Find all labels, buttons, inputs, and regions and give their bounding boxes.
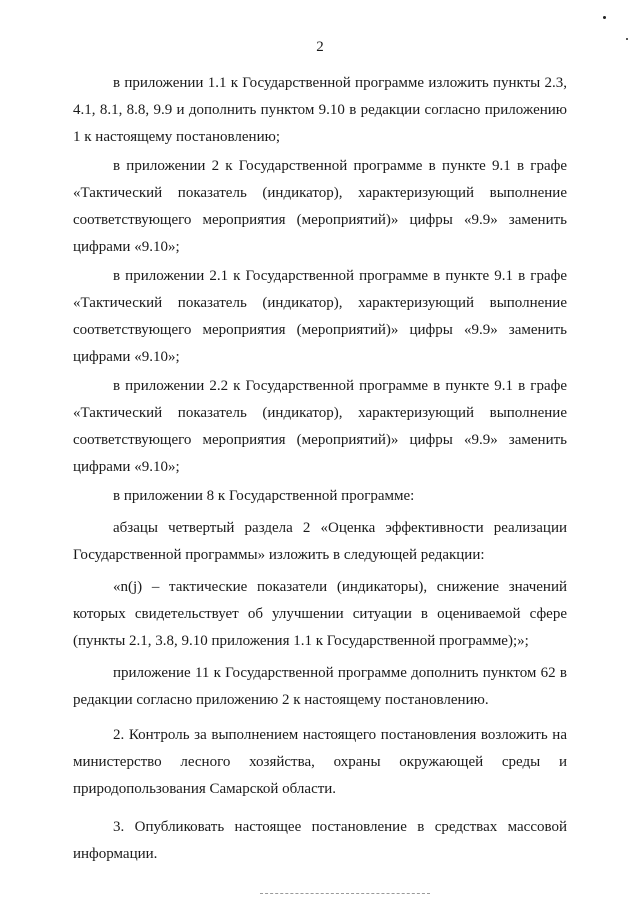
scan-speck-mark bbox=[603, 16, 606, 19]
paragraph-appendix-2-2: в приложении 2.2 к Государственной программе в пункте 9.1 в графе «Тактический показатель (индикатор), характеризующий выполнение соответствующего мероприятия (мероприятий)» цифры «9.9» заменить цифрами «9.10»; bbox=[73, 378, 567, 475]
page-number: 2 bbox=[316, 39, 324, 55]
paragraph-appendix-1-1: в приложении 1.1 к Государственной программе изложить пункты 2.3, 4.1, 8.1, 8.8, 9.9 и дополнить пунктом 9.10 в редакции согласно приложению 1 к настоящему постановлению; bbox=[73, 75, 567, 145]
paragraph-item-3-publish: 3. Опубликовать настоящее постановление в средствах массовой информации. bbox=[73, 819, 567, 862]
paragraph-section-2: абзацы четвертый раздела 2 «Оценка эффективности реализации Государственной программы» изложить в следующей редакции: bbox=[73, 520, 567, 563]
scan-bottom-edge-line bbox=[260, 893, 430, 894]
paragraph-appendix-2-1: в приложении 2.1 к Государственной программе в пункте 9.1 в графе «Тактический показатель (индикатор), характеризующий выполнение соответствующего мероприятия (мероприятий)» цифры «9.9» заменить цифрами «9.10»; bbox=[73, 268, 567, 365]
document-body bbox=[73, 70, 567, 868]
paragraph-indicator-definition: «n(j) – тактические показатели (индикаторы), снижение значений которых свидетельствует об улучшении ситуации в оцениваемой сфере (пункты 2.1, 3.8, 9.10 приложения 1.1 к Государственной программе);»; bbox=[73, 579, 567, 649]
scan-speck-mark bbox=[626, 38, 628, 40]
paragraph-item-2-control: 2. Контроль за выполнением настоящего постановления возложить на министерство лесного хозяйства, охраны окружающей среды и природопользования Самарской области. bbox=[73, 727, 567, 797]
paragraph-appendix-11: приложение 11 к Государственной программе дополнить пунктом 62 в редакции согласно приложению 2 к настоящему постановлению. bbox=[73, 665, 567, 708]
paragraph-appendix-2: в приложении 2 к Государственной программе в пункте 9.1 в графе «Тактический показатель (индикатор), характеризующий выполнение соответствующего мероприятия (мероприятий)» цифры «9.9» заменить цифрами «9.10»; bbox=[73, 158, 567, 255]
paragraph-appendix-8: в приложении 8 к Государственной программе: bbox=[113, 488, 415, 504]
